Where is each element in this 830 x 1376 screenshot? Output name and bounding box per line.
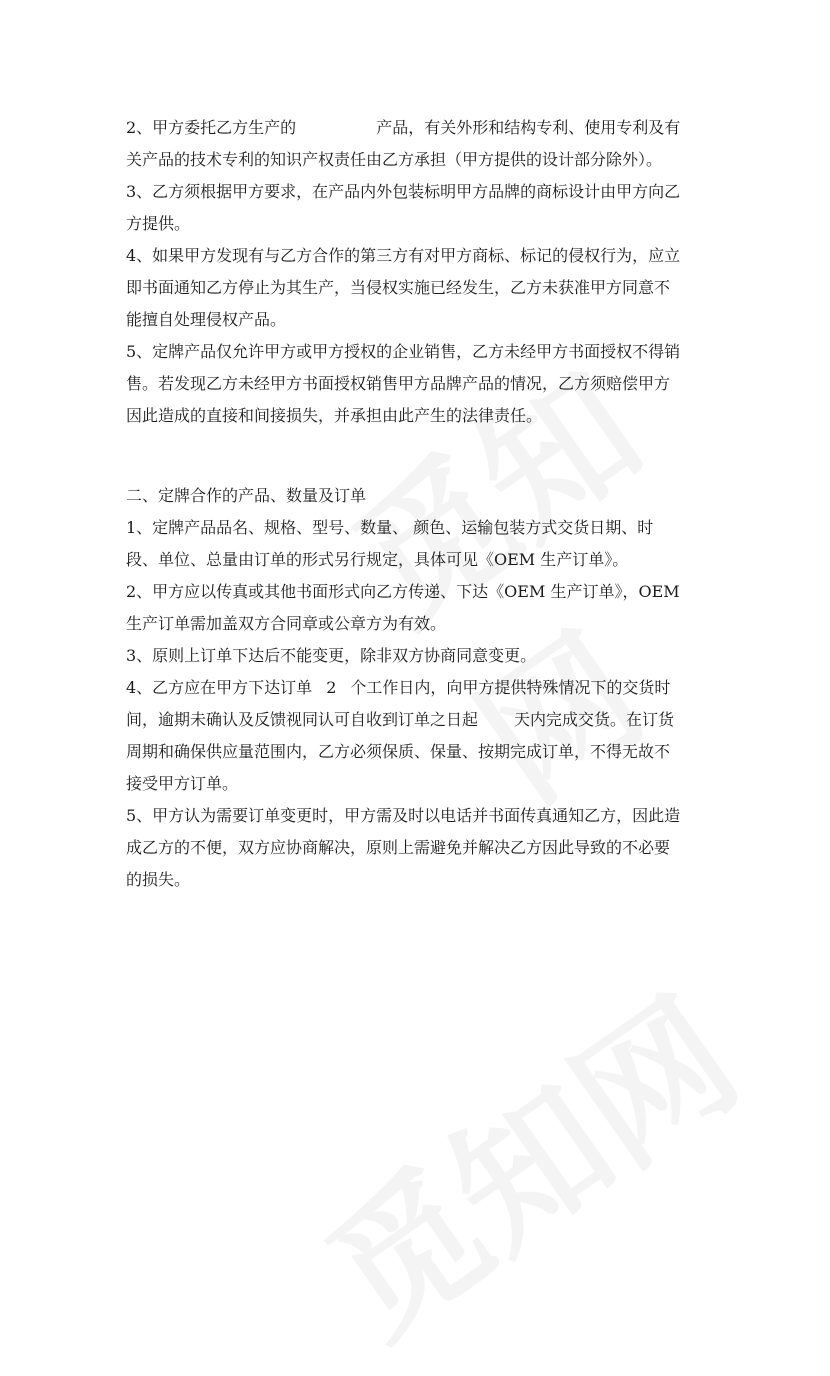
text-line: 3、乙方须根据甲方要求，在产品内外包装标明甲方品牌的商标设计由甲方向乙 [126, 182, 681, 201]
clause-2 [126, 112, 716, 176]
s2-clause-3 [126, 640, 716, 672]
s2-clause-1 [126, 512, 716, 576]
clause-5 [126, 336, 716, 432]
s2-clause-2 [126, 576, 716, 640]
text-line: 的损失。 [126, 870, 191, 889]
s2-clause-4 [126, 672, 716, 800]
text-line: 方提供。 [126, 214, 191, 233]
document-body [126, 112, 716, 896]
text-line: 成乙方的不便，双方应协商解决，原则上需避免并解决乙方因此导致的不必要 [126, 838, 671, 857]
text: 4、乙方应在甲方下达订单 [126, 678, 313, 697]
text-line: 周期和确保供应量范围内，乙方必须保质、保量、按期完成订单，不得无故不 [126, 742, 671, 761]
section-heading: 二、定牌合作的产品、数量及订单 [126, 486, 367, 505]
text: 间，逾期未确认及反馈视同认可自收到订单之日起 [126, 710, 479, 729]
text: 天内完成交货。在订货 [514, 710, 675, 729]
text: 2、甲方委托乙方生产的 [126, 118, 297, 137]
clause-3 [126, 176, 716, 240]
text-line: 5、甲方认为需要订单变更时，甲方需及时以电话并书面传真通知乙方，因此造 [126, 806, 681, 825]
text-line: 售。若发现乙方未经甲方书面授权销售甲方品牌产品的情况，乙方须赔偿甲方 [126, 374, 671, 393]
text-line: 2、甲方应以传真或其他书面形式向乙方传递、下达《OEM 生产订单》，OEM [126, 582, 680, 601]
s2-clause-5 [126, 800, 716, 896]
text: 个工作日内，向甲方提供特殊情况下的交货时 [350, 678, 671, 697]
text-line: 1、定牌产品品名、规格、型号、数量、 颜色、运输包装方式交货日期、时 [126, 518, 654, 537]
text-line: 4、如果甲方发现有与乙方合作的第三方有对甲方商标、标记的侵权行为，应立 [126, 246, 681, 265]
clause-4 [126, 240, 716, 336]
text: 产品，有关外形和结构专利、使用专利及有 [376, 118, 681, 137]
text-line: 3、原则上订单下达后不能变更，除非双方协商同意变更。 [126, 646, 537, 665]
text-line: 段、单位、总量由订单的形式另行规定，具体可见《OEM 生产订单》。 [126, 550, 629, 569]
text-line: 因此造成的直接和间接损失，并承担由此产生的法律责任。 [126, 406, 543, 425]
text-line: 能擅自处理侵权产品。 [126, 310, 287, 329]
watermark [279, 940, 772, 1375]
text-line: 即书面通知乙方停止为其生产，当侵权实施已经发生，乙方未获准甲方同意不 [126, 278, 671, 297]
text-line: 接受甲方订单。 [126, 774, 239, 793]
days-number: 2 [326, 678, 337, 697]
text-line: 5、定牌产品仅允许甲方或甲方授权的企业销售，乙方未经甲方书面授权不得销 [126, 342, 681, 361]
text-line: 生产订单需加盖双方合同章或公章方为有效。 [126, 614, 447, 633]
text-line: 关产品的技术专利的知识产权责任由乙方承担（甲方提供的设计部分除外）。 [126, 150, 663, 169]
